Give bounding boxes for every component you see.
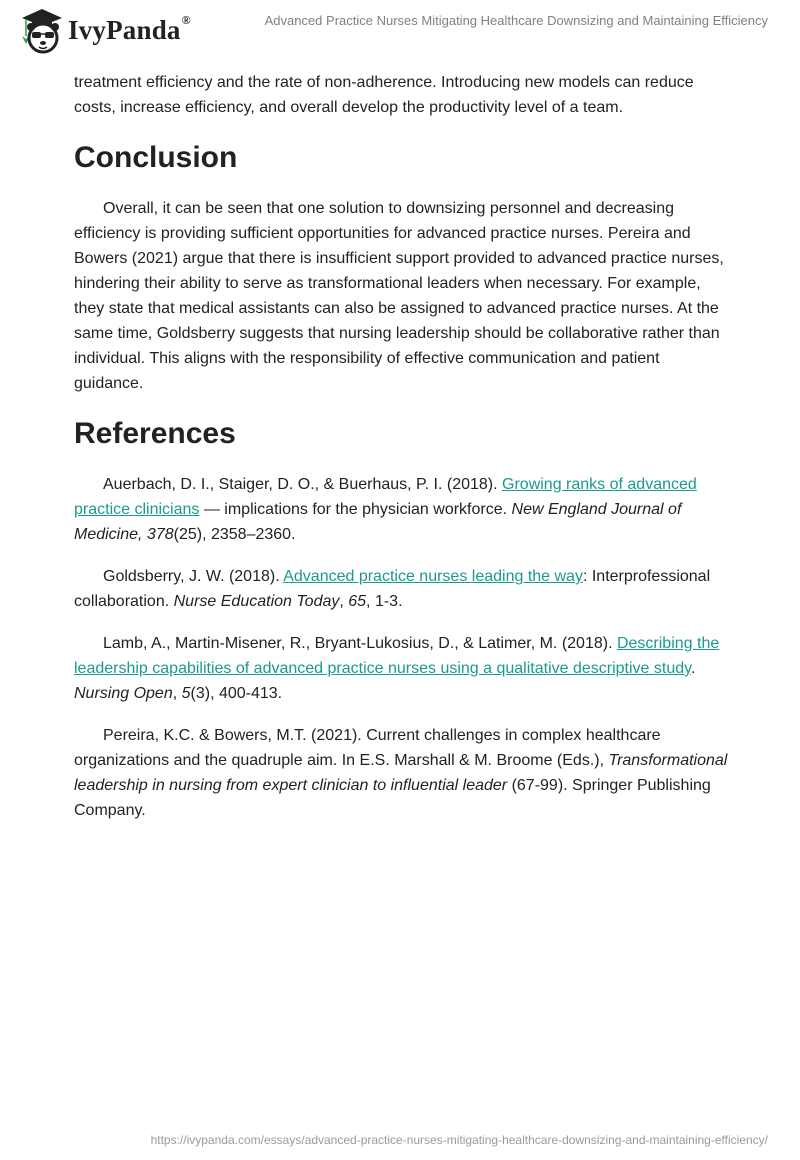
document-title: Advanced Practice Nurses Mitigating Healthcare Downsizing and Maintaining Efficiency bbox=[264, 13, 768, 28]
reference-item: Goldsberry, J. W. (2018). Advanced practice nurses leading the way: Interprofessional collaboration. Nurse Education Today, 65, 1-3. bbox=[74, 568, 711, 610]
source-url[interactable]: https://ivypanda.com/essays/advanced-practice-nurses-mitigating-healthcare-downsizing-and-maintaining-efficiency/ bbox=[150, 1133, 768, 1147]
reference-item: Pereira, K.C. & Bowers, M.T. (2021). Current challenges in complex healthcare organizations and the quadruple aim. In E.S. Marshall & M. Broome (Eds.), Transformational leadership in nursing from expert clinician to influential leader (67-99). Springer Publishing Company. bbox=[74, 727, 728, 819]
panda-graduation-cap-icon bbox=[18, 6, 62, 54]
reference-link[interactable]: Advanced practice nurses leading the way bbox=[283, 568, 583, 585]
intro-paragraph: treatment efficiency and the rate of non-adherence. Introducing new models can reduce costs, increase efficiency, and overall develop the productivity level of a team. bbox=[74, 74, 694, 116]
page-header bbox=[0, 0, 800, 60]
conclusion-heading: Conclusion bbox=[74, 141, 238, 174]
essay-content bbox=[74, 70, 730, 840]
reference-item: Auerbach, D. I., Staiger, D. O., & Buerhaus, P. I. (2018). Growing ranks of advanced practice clinicians — implications for the physician workforce. New England Journal of Medicine, 378(25), 2358–2360. bbox=[74, 476, 697, 543]
reference-link[interactable]: Describing the leadership capabilities of advanced practice nurses using a qualitative descriptive study bbox=[74, 635, 720, 677]
reference-item: Lamb, A., Martin-Misener, R., Bryant-Lukosius, D., & Latimer, M. (2018). Describing the leadership capabilities of advanced practice nurses using a qualitative descriptive study. Nursing Open, 5(3), 400-413. bbox=[74, 635, 720, 702]
registered-mark: ® bbox=[181, 12, 191, 27]
ivypanda-logo[interactable] bbox=[18, 6, 191, 54]
reference-link[interactable]: Growing ranks of advanced practice clinicians bbox=[74, 476, 697, 518]
brand-name: IvyPanda® bbox=[68, 12, 191, 45]
references-heading: References bbox=[74, 417, 236, 450]
conclusion-paragraph: Overall, it can be seen that one solution to downsizing personnel and decreasing efficiency is providing sufficient opportunities for advanced practice nurses. Pereira and Bowers (2021) argue that there is insufficient support provided to advanced practice nurses, hindering their ability to serve as transformational leaders when necessary. For example, they state that medical assistants can also be assigned to advanced practice nurses. At the same time, Goldsberry suggests that nursing leadership should be collaborative rather than individual. This aligns with the responsibility of effective communication and patient guidance. bbox=[74, 200, 724, 392]
